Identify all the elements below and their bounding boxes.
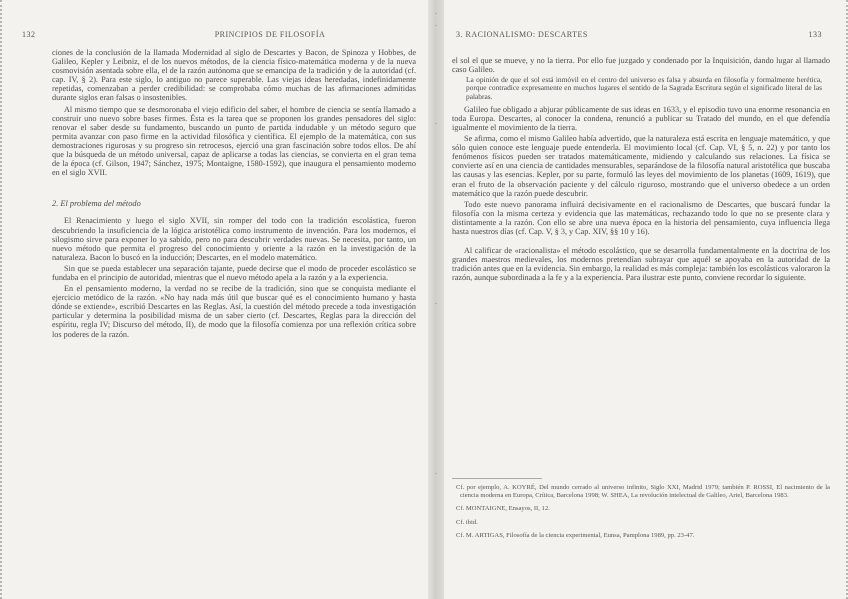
footnote: Cf. MONTAIGNE, Ensayos, II, 12. xyxy=(456,505,550,513)
gutter-mark: · xyxy=(434,22,438,30)
paragraph: Galileo fue obligado a abjurar públicamente de sus ideas en 1633, y el episodio tuvo una enorme resonancia en toda Europa. Descartes, al conocer la condena, renunció a publicar su Tratado del mundo, en el que defendía igualmente el movimiento de la tierra. xyxy=(452,104,830,132)
footnote-rule xyxy=(452,478,542,479)
page-edge-left xyxy=(0,0,6,599)
footnote: Cf. por ejemplo, A. KOYRÉ, Del mundo cerrado al universo infinito, Siglo XXI, Madrid 1979; también P. ROSSI, El nacimiento de la ciencia moderna en Europa, Crítica, Barcelona 1998; W. SHEA, La revolución intelectual de Galileo, Ariel, Barcelona 1983. xyxy=(456,484,830,499)
left-running-head: PRINCIPIOS DE FILOSOFÍA xyxy=(214,30,326,39)
footnotes xyxy=(452,484,830,546)
right-page xyxy=(436,0,848,599)
left-body xyxy=(52,48,416,341)
paragraph: ciones de la conclusión de la llamada Modernidad al siglo de Descartes y Bacon, de Spinoza y Hobbes, de Galileo, Kepler y Leibniz, el de los nuevos métodos, de la ciencia físico-matemática moderna y de la nueva cosmovisión asentada sobre ella, el de la razón autónoma que se emancipa de la tradición y de la autoridad (cf. cap. IV, § 2). Para este siglo, lo antiguo no parece superable. Las viejas ideas heredadas, indefinidamente repetidas, comenzaban a perder credibilidad: se comprobaba cómo muchas de las afirmaciones admitidas durante siglos eran falsas o insostenibles. xyxy=(52,48,416,103)
footnote: Cf. M. ARTIGAS, Filosofía de la ciencia experimental, Eunsa, Pamplona 1989, pp. 23-47. xyxy=(456,532,695,540)
paragraph: Todo este nuevo panorama influirá decisivamente en el racionalismo de Descartes, que buscará fundar la filosofía con la misma certeza y evidencia que las matemáticas, rechazando todo lo que no se presente clara y distintamente a la razón. Con ello se abre una nueva época en la historia del pensamiento, cuya influencia llega hasta nuestros días (cf. Cap. V, § 3, y Cap. XIV, §§ 10 y 16). xyxy=(452,199,830,237)
paragraph: El Renacimiento y luego el siglo XVII, sin romper del todo con la tradición escolástica, fueron descubriendo la insuficiencia de la lógica aristotélica como instrumento de invención. Para los modernos, el silogismo sirve para exponer lo ya sabido, pero no para descubrir verdades nuevas. Se necesita, por tanto, un nuevo método que permita el progreso del conocimiento y oriente a la razón en la investigación de la naturaleza. Bacon lo buscó en la inducción; Descartes, en el modelo matemático. xyxy=(52,216,416,262)
block-quote: La opinión de que el sol está inmóvil en el centro del universo es falsa y absurda en filosofía y formalmente herética, porque contradice expresamente en muchos lugares el sentido de la Sagrada Escritura según el significado literal de las palabras. xyxy=(466,75,822,101)
gutter-mark: · xyxy=(434,300,438,308)
right-running-head: 3. RACIONALISMO: DESCARTES xyxy=(456,30,588,39)
gutter-mark: · xyxy=(434,10,438,18)
paragraph: Al calificar de «racionalista» el método escolástico, que se desarrolla fundamentalmente en la doctrina de los grandes maestros medievales, los modernos pretendían subrayar que aquél se apoyaba en la autoridad de la tradición antes que en la evidencia. Sin embargo, la realidad es más compleja: también los escolásticos valoraron la razón, aunque subordinada a la fe y a la experiencia. Para ilustrar este punto, conviene recordar lo siguiente. xyxy=(452,246,830,283)
paragraph: Se afirma, como el mismo Galileo había advertido, que la naturaleza está escrita en lenguaje matemático, y que sólo quien conoce este lenguaje puede entenderla. El movimiento local (cf. Cap. VI, § 5, n. 22) y por tanto los fenómenos físicos pueden ser tratados matemáticamente, midiendo y calculando sus relaciones. La física se convierte así en una ciencia de cantidades mensurables, separándose de la filosofía natural aristotélica que buscaba las causas y las esencias. Kepler, por su parte, formuló las leyes del movimiento de los planetas (1609, 1619), que eran el fruto de la observación paciente y del cálculo riguroso, mostrando que el universo obedece a un orden matemático que la razón puede descubrir. xyxy=(452,134,830,198)
paragraph: En el pensamiento moderno, la verdad no se recibe de la tradición, sino que se conquista mediante el ejercicio metódico de la razón. «No hay nada más útil que buscar qué es el conocimiento humano y hasta dónde se extiende», escribió Descartes en las Reglas. Así, la cuestión del método precede a toda investigación particular y determina la posibilidad misma de un saber cierto (cf. Descartes, Reglas para la dirección del espíritu, regla IV; Discurso del método, II), de modo que la filosofía comienza por una reflexión crítica sobre los poderes de la razón. xyxy=(52,284,416,339)
right-body xyxy=(452,56,830,284)
paragraph: el sol el que se mueve, y no la tierra. Por ello fue juzgado y condenado por la Inquisición, dando lugar al llamado caso Galileo. xyxy=(452,56,830,75)
page-edge-right xyxy=(842,0,848,599)
right-page-number: 133 xyxy=(808,30,822,39)
paragraph: Sin que se pueda establecer una separación tajante, puede decirse que el modo de proceder escolástico se fundaba en el principio de autoridad, mientras que el nuevo método apela a la razón y a la experiencia. xyxy=(52,263,416,282)
left-page-number: 132 xyxy=(22,30,36,39)
paragraph: Al mismo tiempo que se desmoronaba el viejo edificio del saber, el hombre de ciencia se sentía llamado a construir uno nuevo sobre bases firmes. Ésta es la tarea que se proponen los grandes pensadores del siglo: renovar el saber desde su fundamento, buscando un punto de partida indudable y un método seguro que permita avanzar con paso firme en la actividad filosófica y científica. El ejemplo de la matemática, con sus demostraciones rigurosas y su progreso sin retrocesos, ejerció una gran fascinación sobre todos ellos. De ahí que la búsqueda de un método universal, capaz de aplicarse a todas las ciencias, se convierta en el gran tema de la época (cf. Gilson, 1947; Sánchez, 1975; Montaigne, 1580-1592), que inaugura el pensamiento moderno en el siglo XVII. xyxy=(52,104,416,178)
gutter-mark: · xyxy=(434,470,438,478)
section-heading: 2. El problema del método xyxy=(52,199,141,209)
footnote: Cf. ibid. xyxy=(456,518,478,526)
gutter-mark: · xyxy=(434,120,438,128)
